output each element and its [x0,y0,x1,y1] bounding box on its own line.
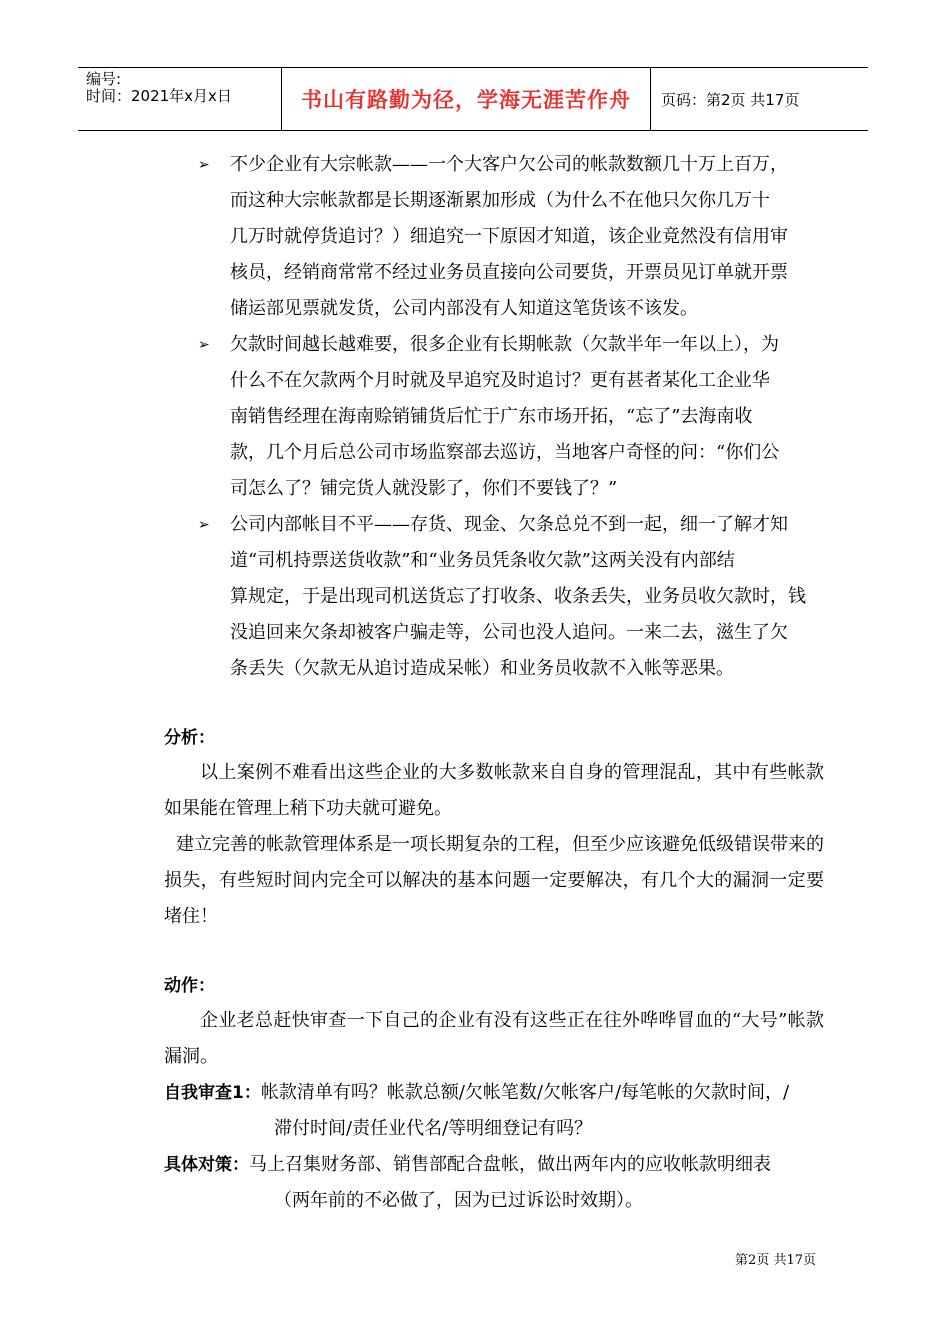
self-audit-text: 帐款清单有吗？帐款总额/欠帐笔数/欠帐客户/每笔帐的欠款时间，/ [260,1082,790,1103]
bullet-line: 条丢失（欠款无从追讨造成呆帐）和业务员收款不入帐等恶果。 [230,658,734,679]
header-page-number: 页码：第2页 共17页 [661,90,800,109]
bullet-line: 款，几个月后总公司市场监察部去巡访，当地客户奇怪的问：“你们公 [230,442,780,463]
bullet-arrow-icon: ➢ [198,157,210,173]
self-audit-label: 自我审查1： [164,1083,261,1103]
bullet-line: 而这种大宗帐款都是长期逐渐累加形成（为什么不在他只欠你几万十 [230,190,770,211]
bullet-line: 不少企业有大宗帐款——一个大客户欠公司的帐款数额几十万上百万， [230,154,788,175]
bullet-line: 储运部见票就发货，公司内部没有人知道这笔货该不该发。 [230,298,698,319]
bullet-line: 算规定，于是出现司机送货忘了打收条、收条丢失，业务员收欠款时，钱 [230,586,806,607]
measure-text: 马上召集财务部、销售部配合盘帐，做出两年内的应收帐款明细表 [249,1154,771,1175]
bullet-item [164,147,824,327]
time-label: 时间：2021年x月x日 [86,87,232,105]
measure-row [164,1147,824,1183]
bullet-line: 没追回来欠条却被客户骗走等，公司也没人追问。一来二去，滋生了欠 [230,622,788,643]
bullet-line: 核员，经销商常常不经过业务员直接向公司要货，开票员见订单就开票 [230,262,788,283]
page-footer: 第2页 共17页 [735,1253,816,1268]
measure-label: 具体对策： [164,1155,249,1175]
header-motto: 书山有路勤为径，学海无涯苦作舟 [281,68,651,130]
analysis-heading: 分析： [164,728,215,748]
bullet-item [164,327,824,507]
bullet-line: 几万时就停货追讨？）细追究一下原因才知道，该企业竟然没有信用审 [230,226,788,247]
bullet-arrow-icon: ➢ [198,517,210,533]
bullet-line: 道“司机持票送货收款”和“业务员凭条收欠款”这两关没有内部结 [230,550,735,571]
bullet-line: 欠款时间越长越难要，很多企业有长期帐款（欠款半年一年以上），为 [230,334,779,355]
self-audit-row [164,1075,824,1111]
bullet-arrow-icon: ➢ [198,337,210,353]
bullet-line: 司怎么了？铺完货人就没影了，你们不要钱了？” [230,478,618,499]
page-header [78,67,868,131]
bullet-line: 南销售经理在海南赊销铺货后忙于广东市场开拓，“忘了”去海南收 [230,406,753,427]
self-audit-continuation: 滞付时间/责任业代名/等明细登记有吗？ [274,1118,593,1139]
bullet-item [164,507,824,687]
number-label: 编号: [86,70,122,88]
measure-continuation: （两年前的不必做了，因为已过诉讼时效期）。 [274,1190,643,1211]
action-heading: 动作： [164,976,215,996]
analysis-paragraph: 建立完善的帐款管理体系是一项长期复杂的工程，但至少应该避免低级错误带来的损失，有些短时间内完全可以解决的基本问题一定要解决，有几个大的漏洞一定要堵住！ [164,834,824,927]
bullet-line: 公司内部帐目不平——存货、现金、欠条总兑不到一起，细一了解才知 [230,514,788,535]
document-body [164,147,824,1219]
action-paragraph: 企业老总赶快审查一下自己的企业有没有这些正在往外哗哗冒血的“大号”帐款漏洞。 [164,1010,824,1067]
analysis-paragraph: 以上案例不难看出这些企业的大多数帐款来自自身的管理混乱，其中有些帐款如果能在管理上稍下功夫就可避免。 [164,762,824,819]
bullet-line: 什么不在欠款两个月时就及早追究及时追讨？更有甚者某化工企业华 [230,370,770,391]
header-info [78,68,281,130]
